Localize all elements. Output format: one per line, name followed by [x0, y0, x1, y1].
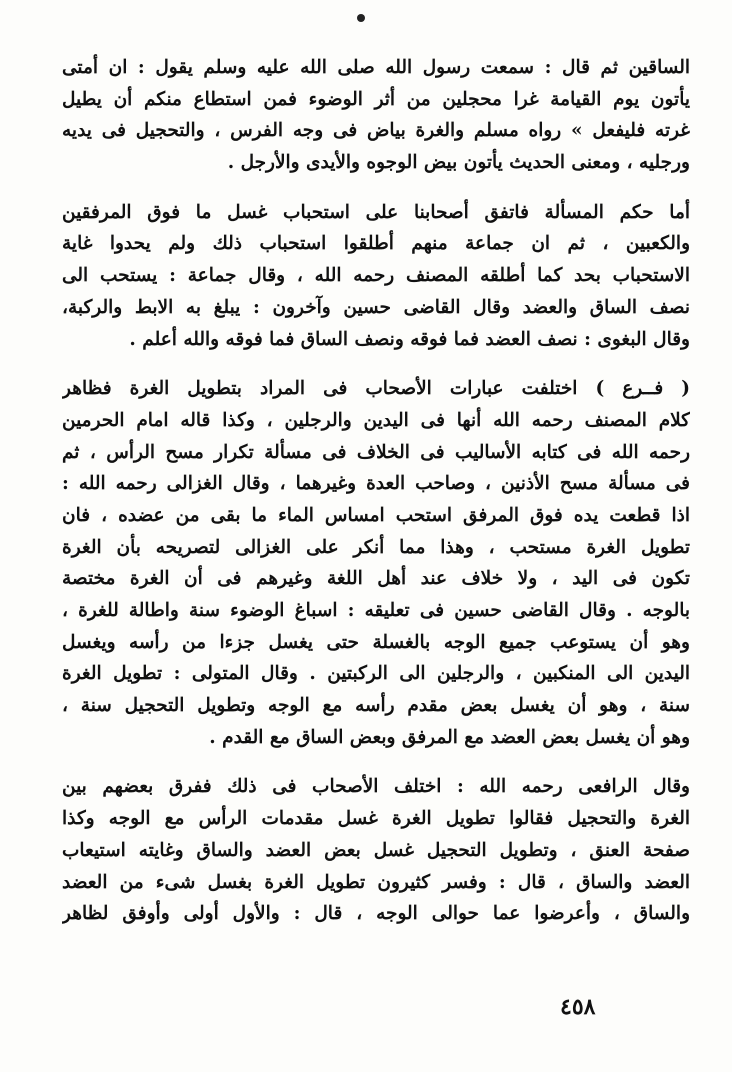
text-line: سنة ، وهو أن يغسل بعض مقدم رأسه مع الوجه وتطويل التحجيل سنة ، — [62, 695, 690, 717]
text-line: ( فــرع ) اختلفت عبارات الأصحاب فى المراد بتطويل الغرة فظاهر — [62, 378, 690, 400]
text-line: نصف الساق والعضد وقال القاضى حسين وآخرون : يبلغ به الابط والركبة، — [62, 296, 690, 318]
text-line: أما حكم المسألة فاتفق أصحابنا على استحباب غسل ما فوق المرفقين — [62, 201, 690, 223]
text-line: بالوجه . وقال القاضى حسين فى تعليقه : اسباغ الوضوء سنة واطالة للغرة ، — [62, 600, 690, 621]
page-dot — [357, 14, 365, 22]
text-line: تطويل الغرة مستحب ، وهذا مما أنكر على الغزالى لتصريحه بأن الغرة — [62, 536, 690, 558]
text-line: العضد والساق ، قال : وفسر كثيرون تطويل الغرة بغسل شىء من العضد — [62, 871, 690, 893]
paragraph-2 — [62, 197, 690, 355]
paragraph-1 — [62, 52, 690, 179]
text-line: اليدين الى المنكبين ، والرجلين الى الركبتين . وقال المتولى : تطويل الغرة — [62, 663, 690, 685]
text-line: الاستحباب بحد كما أطلقه المصنف رحمه الله ، وقال جماعة : يستحب الى — [62, 265, 690, 287]
text-line: والكعبين ، ثم ان جماعة منهم أطلقوا استحباب ذلك ولم يحدوا غاية — [62, 233, 690, 255]
page-text — [62, 52, 690, 930]
text-line: فى مسألة مسح الأذنين ، وصاحب العدة وغيرهما ، وقال الغزالى رحمه الله : — [62, 473, 690, 495]
paragraph-4 — [62, 771, 690, 929]
text-line: وهو أن يغسل بعض العضد مع المرفق وبعض الساق مع القدم . — [209, 726, 690, 748]
text-line: كلام المصنف رحمه الله أنها فى اليدين والرجلين ، وكذا قاله امام الحرمين — [62, 409, 690, 431]
text-line: وقال البغوى : نصف العضد فما فوقه ونصف الساق فما فوقه والله أعلم . — [129, 328, 690, 350]
page-number: ٤٥٨ — [560, 994, 596, 1020]
text-line: الغرة والتحجيل فقالوا تطويل الغرة غسل مقدمات الرأس مع الوجه وكذا — [62, 808, 690, 830]
text-line: والساق ، وأعرضوا عما حوالى الوجه ، قال : والأول أولى وأوفق لظاهر — [62, 903, 690, 925]
text-line: غرته فليفعل » رواه مسلم والغرة بياض فى وجه الفرس ، والتحجيل فى يديه — [62, 120, 690, 142]
text-line: وقال الرافعى رحمه الله : اختلف الأصحاب فى ذلك ففرق بعضهم بين — [62, 776, 690, 798]
text-line: رحمه الله فى كتابه الأساليب فى الخلاف فى مسألة تكرار مسح الرأس ، ثم — [62, 441, 690, 463]
text-line: ورجليه ، ومعنى الحديث يأتون بيض الوجوه والأيدى والأرجل . — [227, 152, 690, 174]
paragraph-3 — [62, 373, 690, 753]
text-line: وهو أن يستوعب جميع الوجه بالغسلة حتى يغسل جزءا من رأسه ويغسل — [62, 631, 690, 653]
text-line: يأتون يوم القيامة غرا محجلين من أثر الوضوء فمن استطاع منكم أن يطيل — [62, 88, 690, 110]
text-line: تكون فى اليد ، ولا خلاف عند أهل اللغة وغيرهم فى أن الغرة مختصة — [62, 568, 690, 590]
text-line: اذا قطعت يده فوق المرفق استحب امساس الماء ما بقى من عضده ، فان — [62, 504, 690, 526]
text-line: صفحة العنق ، وتطويل التحجيل غسل بعض العضد والساق وغايته استيعاب — [62, 839, 690, 861]
text-line: الساقين ثم قال : سمعت رسول الله صلى الله عليه وسلم يقول : ان أمتى — [62, 57, 690, 78]
